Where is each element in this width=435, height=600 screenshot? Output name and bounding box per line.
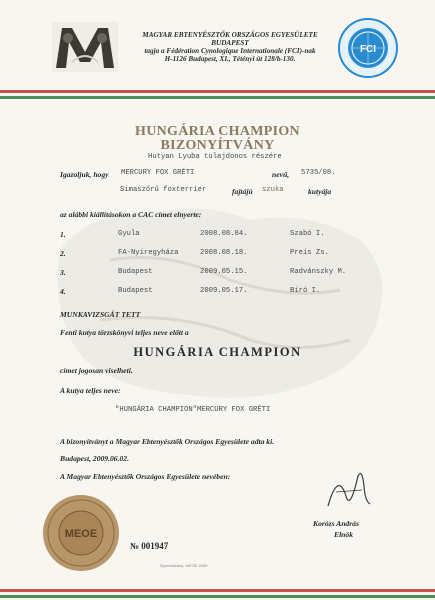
- number-prefix: №: [130, 541, 140, 551]
- full-name-label: A kutya teljes neve:: [60, 386, 121, 395]
- champion-title: HUNGÁRIA CHAMPION: [133, 345, 302, 359]
- result-judge: Bíró I.: [290, 287, 321, 295]
- signer-name: Korózs András: [313, 519, 359, 528]
- certificate-number: [130, 541, 168, 551]
- issued-text: A bizonyítványt a Magyar Ebtenyésztők Országos Egyesülete adta ki.: [60, 437, 275, 446]
- result-number: 1.: [60, 230, 66, 239]
- header-block: [110, 31, 350, 63]
- result-row: [60, 268, 380, 280]
- intro-label: Igazoljuk, hogy: [60, 170, 109, 179]
- results-intro: az alábbi kiállításokon a CAC címet elnyerte:: [60, 210, 202, 219]
- certificate-subtitle: BIZONYÍTVÁNY: [160, 138, 275, 153]
- footer-tiny-text: Nyomtatvány: MEOE 2009: [160, 563, 208, 568]
- entitled-text: Fenti kutya törzskönyvi teljes neve előtt a: [60, 328, 189, 337]
- full-name: "HUNGÁRIA CHAMPION"MERCURY FOX GRÉTI: [115, 406, 271, 414]
- dog-name: MERCURY FOX GRÉTI: [121, 169, 195, 177]
- place-date: Budapest, 2009.06.02.: [60, 454, 129, 463]
- fci-logo-mark: FCI: [359, 44, 377, 55]
- reg-label: nevű,: [272, 170, 290, 179]
- result-row: [60, 249, 380, 261]
- seal-text: MEOE: [64, 528, 98, 540]
- number-value: 001947: [141, 541, 169, 551]
- header-fci-membership: tagja a Fédération Cynologique Internationale (FCI)-nak: [144, 47, 316, 55]
- certificate-title: HUNGÁRIA CHAMPION: [135, 124, 300, 139]
- signer-title: Elnök: [334, 530, 353, 539]
- place-date-label: [60, 454, 129, 463]
- breed: Simaszőrű foxterrier: [120, 186, 207, 194]
- result-row: [60, 287, 380, 299]
- signature: [318, 466, 378, 516]
- result-judge: Preis Zs.: [290, 249, 329, 257]
- result-row: [60, 230, 380, 242]
- result-judge: Szabó I.: [290, 230, 325, 238]
- header-org-name: MAGYAR EBTENYÉSZTŐK ORSZÁGOS EGYESÜLETE: [142, 31, 318, 39]
- result-number: 4.: [60, 287, 66, 296]
- result-date: 2008.08.04.: [200, 230, 248, 238]
- result-place: Budapest: [118, 287, 153, 295]
- result-date: 2008.08.18.: [200, 249, 248, 257]
- result-place: Budapest: [118, 268, 153, 276]
- on-behalf-text: A Magyar Ebtenyésztők Országos Egyesülete nevében:: [60, 472, 231, 481]
- fci-logo: [337, 17, 399, 79]
- result-date: 2009.05.17.: [200, 287, 248, 295]
- owner-line: Hutyan Lyuba tulajdonos részére: [148, 153, 282, 161]
- sex-suffix: kutyája: [308, 187, 332, 196]
- result-judge: Radvánszky M.: [290, 268, 347, 276]
- work-exam-label: MUNKAVIZSGÁT TETT: [60, 310, 141, 319]
- meoe-logo: [52, 22, 118, 72]
- header-city: BUDAPEST: [211, 39, 249, 47]
- result-date: 2009.05.15.: [200, 268, 248, 276]
- header-band-green: [0, 96, 435, 99]
- header-address: H-1126 Budapest, XI., Tétényi út 128/b-130.: [164, 55, 296, 63]
- registration-number: 5735/08.: [301, 169, 336, 177]
- result-number: 3.: [60, 268, 66, 277]
- dog-sex: szuka: [262, 186, 284, 194]
- footer-band-green: [0, 595, 435, 598]
- breed-label: fajtájú: [232, 187, 253, 196]
- entitled-text-2: címet jogosan viselheti.: [60, 366, 133, 375]
- embossed-seal: [42, 494, 120, 572]
- result-place: FA-Nyíregyháza: [118, 249, 179, 257]
- result-place: Gyula: [118, 230, 140, 238]
- result-number: 2.: [60, 249, 66, 258]
